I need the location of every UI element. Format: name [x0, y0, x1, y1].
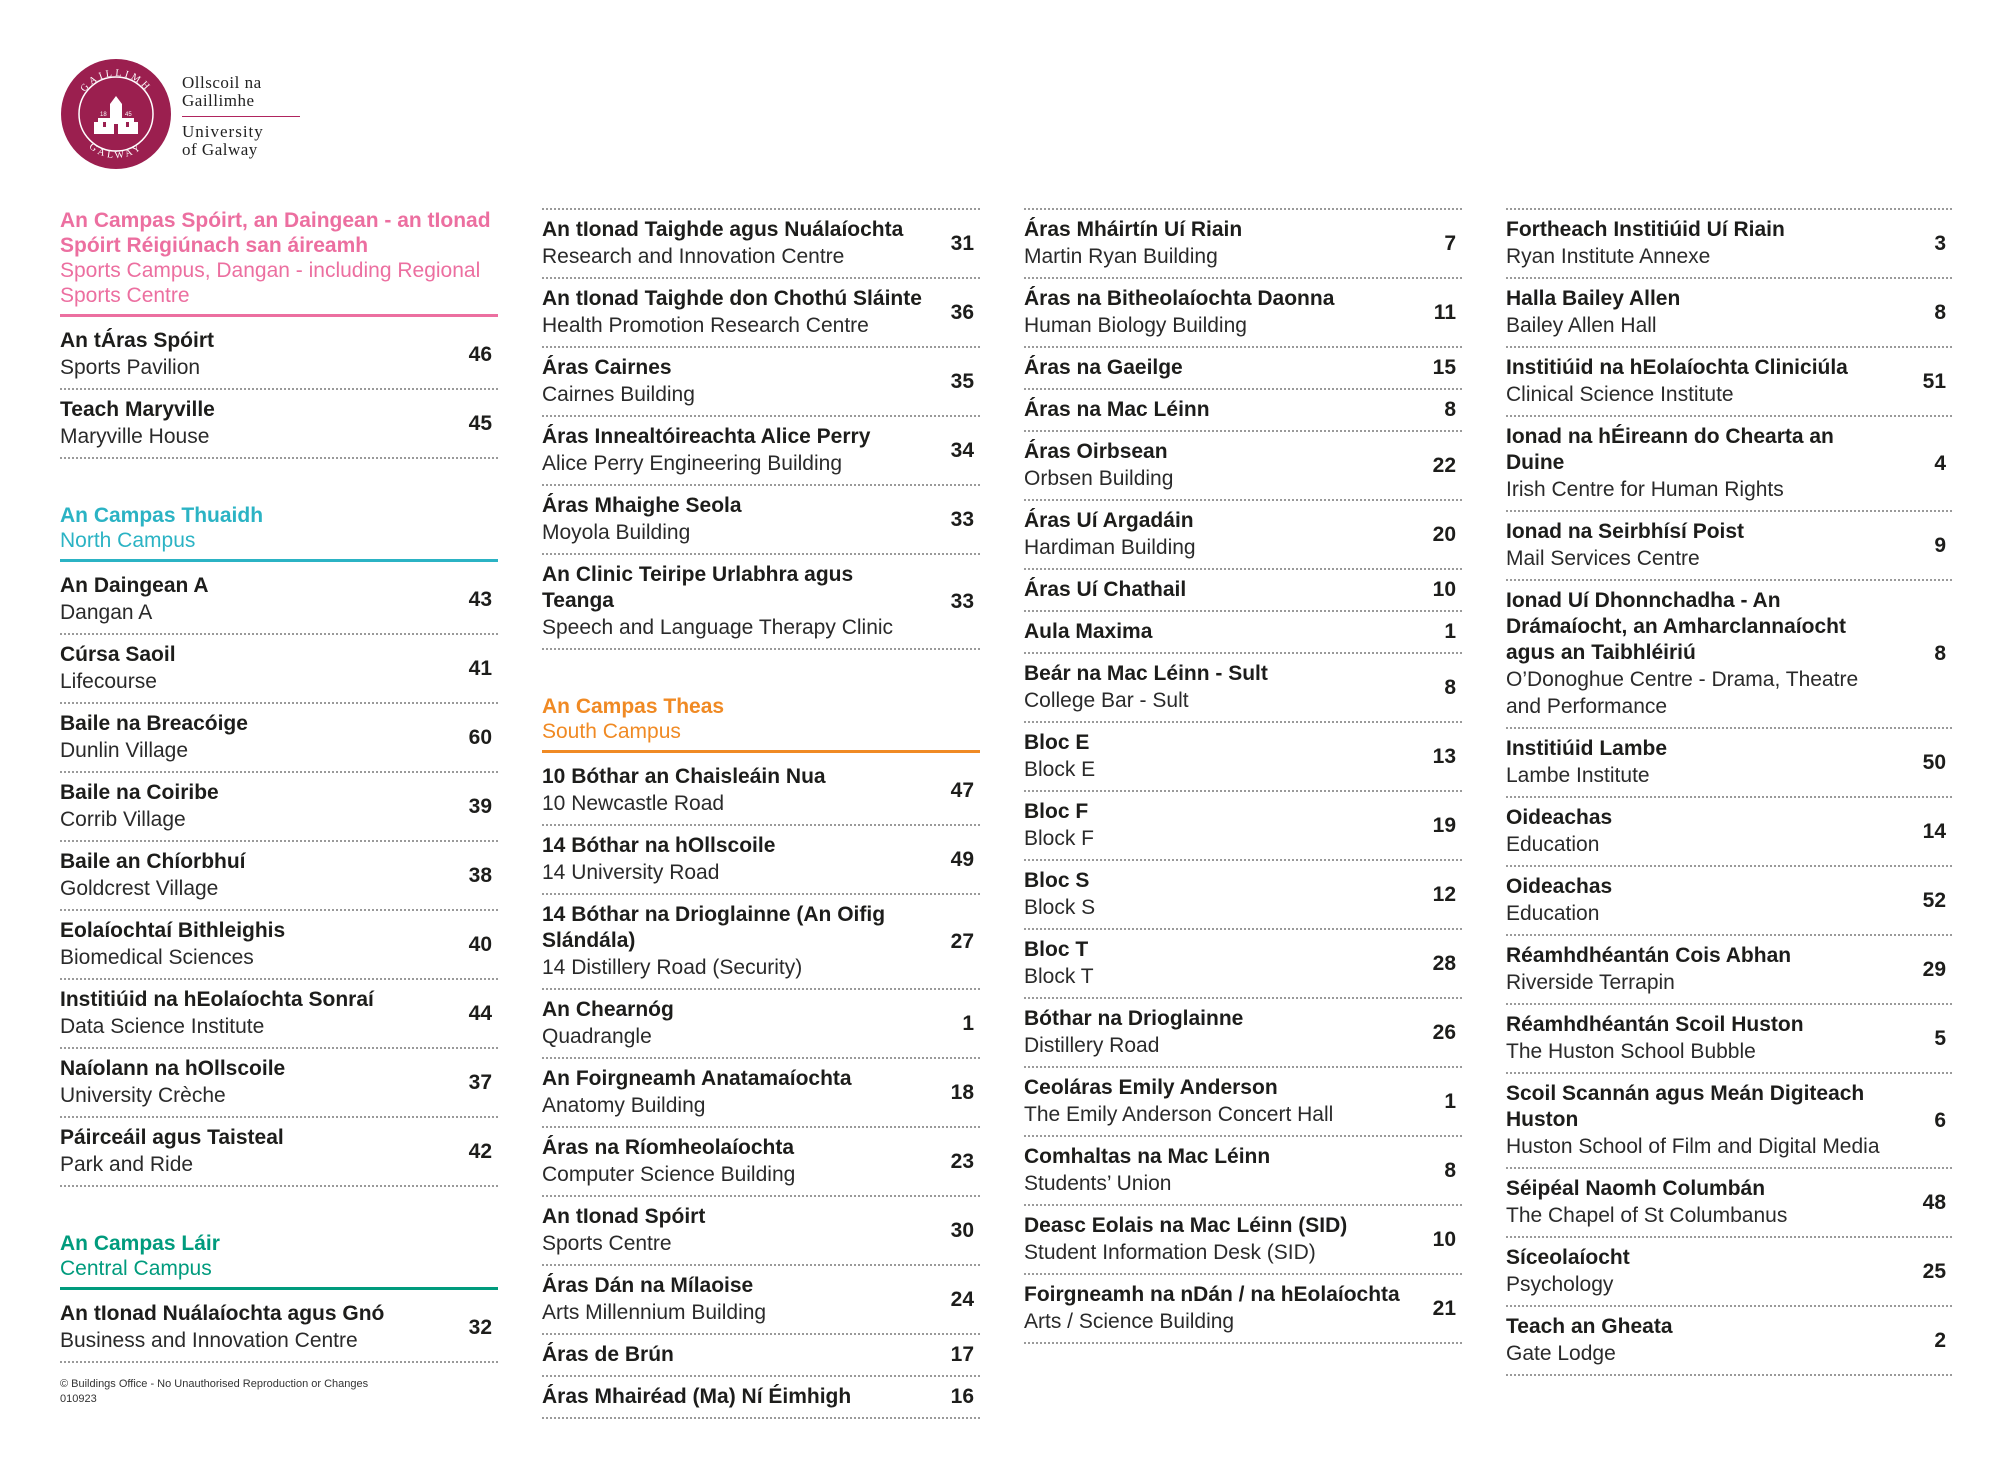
- wordmark-english-line2: of Galway: [182, 140, 258, 159]
- building-map-number: 42: [468, 1139, 492, 1163]
- svg-text:GAILLIMH: GAILLIMH: [78, 67, 154, 95]
- building-map-number: 34: [950, 438, 974, 462]
- footer: [60, 1377, 368, 1407]
- building-map-number: 15: [1432, 356, 1456, 379]
- building-name-english: Gate Lodge: [1506, 1342, 1616, 1365]
- building-name-irish: Ionad Uí Dhonnchadha - An Drámaíocht, an Amharclannaíocht agus an Taibhléiriú: [1506, 589, 1846, 664]
- building-map-number: 50: [1922, 750, 1946, 774]
- building-name-irish: Baile an Chíorbhuí: [60, 850, 246, 873]
- building-entry: [1024, 1206, 1462, 1275]
- building-map-number: 8: [1444, 398, 1456, 421]
- seal-year-left: 18: [100, 112, 107, 118]
- building-map-number: 60: [468, 725, 492, 749]
- building-map-number: 45: [468, 411, 492, 435]
- building-entry: [1506, 1169, 1952, 1238]
- building-entry: [60, 980, 498, 1049]
- building-name-english: Moyola Building: [542, 521, 691, 544]
- building-name-irish: Áras na Ríomheolaíochta: [542, 1136, 795, 1159]
- campus-title-irish: An Campas Thuaidh: [60, 504, 264, 527]
- building-name-irish: An tIonad Taighde don Chothú Sláinte: [542, 287, 922, 310]
- building-entry: [1506, 208, 1952, 279]
- building-entry: [542, 555, 980, 650]
- building-map-number: 7: [1444, 231, 1456, 255]
- campus-title-english: South Campus: [542, 720, 681, 743]
- building-name-english: Corrib Village: [60, 808, 186, 831]
- building-entry: [542, 1335, 980, 1377]
- building-name-english: Block S: [1024, 896, 1096, 919]
- building-name-irish: 14 Bóthar na Drioglainne (An Oifig Slándála): [542, 903, 886, 952]
- building-entry: [1024, 208, 1462, 279]
- building-name-irish: Oideachas: [1506, 875, 1613, 898]
- campus-section-header: [60, 1231, 498, 1290]
- building-name-english: Park and Ride: [60, 1153, 194, 1176]
- building-map-number: 8: [1934, 642, 1946, 665]
- building-name-english: 14 Distillery Road (Security): [542, 956, 803, 979]
- building-name-irish: Áras Mhaighe Seola: [542, 494, 742, 517]
- building-name-english: Irish Centre for Human Rights: [1506, 478, 1784, 501]
- building-name-irish: 14 Bóthar na hOllscoile: [542, 834, 776, 857]
- building-name-irish: Halla Bailey Allen: [1506, 287, 1681, 310]
- building-map-number: 28: [1432, 951, 1456, 975]
- building-name-english: Huston School of Film and Digital Media: [1506, 1135, 1880, 1158]
- building-name-irish: Réamhdhéantán Cois Abhan: [1506, 944, 1792, 967]
- building-entry: [542, 1197, 980, 1266]
- building-map-number: 13: [1432, 744, 1456, 768]
- svg-text:GALWAY: GALWAY: [86, 141, 146, 162]
- building-map-number: 51: [1922, 369, 1946, 393]
- building-name-english: Quadrangle: [542, 1025, 652, 1048]
- building-name-english: Data Science Institute: [60, 1015, 265, 1038]
- building-name-irish: Áras Mhairéad (Ma) Ní Éimhigh: [542, 1385, 852, 1408]
- building-name-irish: Teach Maryville: [60, 398, 215, 421]
- building-entry: [60, 773, 498, 842]
- building-map-number: 29: [1922, 957, 1946, 981]
- building-name-irish: Áras na Mac Léinn: [1024, 398, 1210, 421]
- building-map-number: 16: [950, 1385, 974, 1408]
- building-entry: [1024, 501, 1462, 570]
- building-entry: [1024, 861, 1462, 930]
- building-name-irish: Ceoláras Emily Anderson: [1024, 1076, 1278, 1099]
- building-name-irish: Séipéal Naomh Columbán: [1506, 1177, 1766, 1200]
- building-map-number: 41: [468, 656, 492, 680]
- building-name-english: The Emily Anderson Concert Hall: [1024, 1103, 1334, 1126]
- building-name-english: The Chapel of St Columbanus: [1506, 1204, 1788, 1227]
- building-entry: [542, 895, 980, 990]
- building-entry: [1024, 654, 1462, 723]
- building-name-irish: Beár na Mac Léinn - Sult: [1024, 662, 1268, 685]
- building-name-irish: An Chearnóg: [542, 998, 674, 1021]
- building-map-number: 1: [962, 1011, 974, 1035]
- building-name-irish: Cúrsa Saoil: [60, 643, 176, 666]
- building-name-english: Ryan Institute Annexe: [1506, 245, 1711, 268]
- building-name-english: Distillery Road: [1024, 1034, 1160, 1057]
- campus-section: [60, 208, 498, 459]
- building-name-english: Student Information Desk (SID): [1024, 1241, 1316, 1264]
- building-name-english: Research and Innovation Centre: [542, 245, 845, 268]
- building-map-number: 37: [468, 1070, 492, 1094]
- building-name-english: Block E: [1024, 758, 1096, 781]
- building-map-number: 22: [1432, 453, 1456, 477]
- building-map-number: 5: [1934, 1026, 1946, 1050]
- building-map-number: 2: [1934, 1328, 1946, 1352]
- building-entry: [1024, 570, 1462, 612]
- campus-section: [1024, 208, 1462, 1344]
- building-map-number: 17: [950, 1343, 974, 1366]
- building-map-number: 31: [950, 231, 974, 255]
- document-code: 010923: [60, 1393, 97, 1405]
- building-name-irish: Bloc T: [1024, 938, 1089, 961]
- building-name-irish: Áras na Bitheolaíochta Daonna: [1024, 287, 1335, 310]
- building-entry: [1024, 1275, 1462, 1344]
- building-map-number: 44: [468, 1001, 492, 1025]
- building-name-english: Students’ Union: [1024, 1172, 1172, 1195]
- building-name-english: Psychology: [1506, 1273, 1614, 1296]
- building-entry: [542, 826, 980, 895]
- building-name-irish: Foirgneamh na nDán / na hEolaíochta: [1024, 1283, 1400, 1306]
- building-name-english: Mail Services Centre: [1506, 547, 1700, 570]
- building-name-irish: Páirceáil agus Taisteal: [60, 1126, 284, 1149]
- building-name-irish: Ionad na hÉireann do Chearta an Duine: [1506, 425, 1834, 474]
- building-name-irish: Eolaíochtaí Bithleighis: [60, 919, 286, 942]
- building-name-english: Biomedical Sciences: [60, 946, 254, 969]
- building-map-number: 23: [950, 1149, 974, 1173]
- building-map-number: 33: [950, 507, 974, 531]
- building-entry: [60, 704, 498, 773]
- building-name-english: Martin Ryan Building: [1024, 245, 1218, 268]
- building-name-irish: Áras Innealtóireachta Alice Perry: [542, 425, 871, 448]
- building-map-number: 6: [1934, 1108, 1946, 1132]
- building-map-number: 9: [1934, 533, 1946, 557]
- building-name-irish: Bloc E: [1024, 731, 1090, 754]
- building-map-number: 14: [1922, 819, 1946, 843]
- building-name-english: Block T: [1024, 965, 1094, 988]
- building-name-irish: Áras Cairnes: [542, 356, 672, 379]
- building-name-irish: Bóthar na Drioglainne: [1024, 1007, 1244, 1030]
- building-entry: [1024, 612, 1462, 654]
- campus-title-irish: An Campas Spóirt, an Daingean - an tIonad Spóirt Réigiúnach san áireamh: [60, 209, 491, 257]
- building-name-irish: Institiúid na hEolaíochta Sonraí: [60, 988, 374, 1011]
- building-name-english: Lambe Institute: [1506, 764, 1650, 787]
- building-entry: [1024, 1137, 1462, 1206]
- building-entry: [1506, 798, 1952, 867]
- building-name-english: Clinical Science Institute: [1506, 383, 1734, 406]
- campus-title-english: North Campus: [60, 529, 196, 552]
- building-name-english: College Bar - Sult: [1024, 689, 1189, 712]
- building-name-irish: Áras Mháirtín Uí Riain: [1024, 218, 1243, 241]
- building-name-irish: An Foirgneamh Anatamaíochta: [542, 1067, 852, 1090]
- building-name-english: Business and Innovation Centre: [60, 1329, 358, 1352]
- university-seal-icon: [60, 58, 172, 170]
- building-map-number: 10: [1432, 1227, 1456, 1251]
- building-name-irish: Áras Oirbsean: [1024, 440, 1168, 463]
- building-entry: [60, 635, 498, 704]
- building-entry: [60, 1118, 498, 1187]
- building-entry: [1024, 348, 1462, 390]
- building-entry: [542, 1128, 980, 1197]
- building-entry: [1024, 1068, 1462, 1137]
- building-entry: [60, 566, 498, 635]
- campus-title-english: Central Campus: [60, 1257, 212, 1280]
- building-map-number: 33: [950, 589, 974, 613]
- building-entry: [1024, 723, 1462, 792]
- building-entry: [542, 1266, 980, 1335]
- building-map-number: 20: [1432, 522, 1456, 546]
- building-entry: [60, 390, 498, 459]
- building-name-irish: Áras Uí Chathail: [1024, 578, 1187, 601]
- building-entry: [1506, 1005, 1952, 1074]
- university-logo: [60, 58, 320, 174]
- wordmark-english-line1: University: [182, 122, 264, 141]
- building-map-number: 52: [1922, 888, 1946, 912]
- building-map-number: 3: [1934, 231, 1946, 255]
- building-map-number: 48: [1922, 1190, 1946, 1214]
- building-name-irish: Comhaltas na Mac Léinn: [1024, 1145, 1271, 1168]
- building-entry: [60, 1049, 498, 1118]
- building-entry: [60, 911, 498, 980]
- seal-year-right: 45: [125, 112, 132, 118]
- building-entry: [1506, 1238, 1952, 1307]
- building-entry: [1506, 1307, 1952, 1376]
- building-map-number: 24: [950, 1287, 974, 1311]
- building-entry: [542, 279, 980, 348]
- building-name-english: Alice Perry Engineering Building: [542, 452, 842, 475]
- building-name-english: Lifecourse: [60, 670, 157, 693]
- building-map-number: 30: [950, 1218, 974, 1242]
- building-name-irish: Áras na Gaeilge: [1024, 356, 1183, 379]
- building-entry: [542, 348, 980, 417]
- building-map-number: 10: [1432, 578, 1456, 601]
- building-map-number: 26: [1432, 1020, 1456, 1044]
- building-entry: [1506, 279, 1952, 348]
- building-map-number: 8: [1444, 1158, 1456, 1182]
- campus-title-irish: An Campas Láir: [60, 1232, 220, 1255]
- building-name-english: Education: [1506, 833, 1600, 856]
- building-entry: [1506, 417, 1952, 512]
- building-entry: [1506, 512, 1952, 581]
- building-map-number: 25: [1922, 1259, 1946, 1283]
- building-entry: [1506, 936, 1952, 1005]
- directory-column-2: [542, 208, 980, 1463]
- wordmark-irish-line2: Gaillimhe: [182, 91, 255, 110]
- building-name-irish: An Clinic Teiripe Urlabhra agus Teanga: [542, 563, 854, 612]
- campus-section: [60, 503, 498, 1187]
- campus-section-header: [542, 694, 980, 753]
- building-map-number: 11: [1433, 300, 1456, 324]
- building-entry: [60, 321, 498, 390]
- building-name-english: Hardiman Building: [1024, 536, 1196, 559]
- building-name-irish: Áras Uí Argadáin: [1024, 509, 1194, 532]
- building-map-number: 12: [1432, 882, 1456, 906]
- building-entry: [1024, 792, 1462, 861]
- building-map-number: 40: [468, 932, 492, 956]
- campus-title-english: Sports Campus, Dangan - including Regional Sports Centre: [60, 259, 481, 307]
- building-name-english: O’Donoghue Centre - Drama, Theatre and Performance: [1506, 668, 1859, 718]
- building-entry: [542, 1377, 980, 1419]
- building-entry: [542, 486, 980, 555]
- building-map-number: 19: [1432, 813, 1456, 837]
- building-map-number: 21: [1432, 1296, 1456, 1320]
- building-name-irish: Síceolaíocht: [1506, 1246, 1630, 1269]
- building-name-irish: 10 Bóthar an Chaisleáin Nua: [542, 765, 826, 788]
- building-entry: [542, 208, 980, 279]
- building-entry: [1506, 348, 1952, 417]
- building-name-irish: Ionad na Seirbhísí Poist: [1506, 520, 1745, 543]
- building-name-english: The Huston School Bubble: [1506, 1040, 1756, 1063]
- building-name-irish: Baile na Breacóige: [60, 712, 248, 735]
- building-name-irish: Áras de Brún: [542, 1343, 674, 1366]
- building-entry: [1024, 390, 1462, 432]
- building-name-english: Dangan A: [60, 601, 153, 624]
- campus-section: [542, 694, 980, 1419]
- building-name-irish: Naíolann na hOllscoile: [60, 1057, 286, 1080]
- building-name-english: Arts / Science Building: [1024, 1310, 1235, 1333]
- building-name-irish: Áras Dán na Mílaoise: [542, 1274, 754, 1297]
- building-name-irish: An tIonad Spóirt: [542, 1205, 706, 1228]
- building-name-english: Orbsen Building: [1024, 467, 1174, 490]
- building-name-irish: Teach an Gheata: [1506, 1315, 1673, 1338]
- building-entry: [1024, 432, 1462, 501]
- building-map-number: 38: [468, 863, 492, 887]
- building-entry: [1506, 867, 1952, 936]
- building-name-irish: Aula Maxima: [1024, 620, 1153, 643]
- building-entry: [542, 417, 980, 486]
- building-name-irish: An tÁras Spóirt: [60, 329, 215, 352]
- building-map-number: 46: [468, 342, 492, 366]
- building-name-english: Riverside Terrapin: [1506, 971, 1675, 994]
- building-name-english: Computer Science Building: [542, 1163, 796, 1186]
- building-entry: [60, 842, 498, 911]
- directory-column-1: [60, 208, 498, 1407]
- building-name-irish: Institiúid Lambe: [1506, 737, 1668, 760]
- building-name-english: Human Biology Building: [1024, 314, 1247, 337]
- building-map-number: 8: [1444, 675, 1456, 699]
- building-name-english: Speech and Language Therapy Clinic: [542, 616, 894, 639]
- building-name-irish: Deasc Eolais na Mac Léinn (SID): [1024, 1214, 1348, 1237]
- building-name-irish: An Daingean A: [60, 574, 209, 597]
- building-name-irish: Bloc F: [1024, 800, 1089, 823]
- building-name-english: Education: [1506, 902, 1600, 925]
- building-name-english: Dunlin Village: [60, 739, 189, 762]
- building-name-irish: An tIonad Taighde agus Nuálaíochta: [542, 218, 904, 241]
- directory-column-3: [1024, 208, 1462, 1388]
- wordmark-divider: [182, 116, 300, 117]
- building-entry: [60, 1294, 498, 1363]
- building-entry: [542, 1059, 980, 1128]
- building-name-irish: Fortheach Institiúid Uí Riain: [1506, 218, 1785, 241]
- building-name-english: University Crèche: [60, 1084, 226, 1107]
- campus-section-header: [60, 503, 498, 562]
- building-name-english: Maryville House: [60, 425, 210, 448]
- building-name-irish: Scoil Scannán agus Meán Digiteach Huston: [1506, 1082, 1865, 1131]
- building-name-english: Goldcrest Village: [60, 877, 219, 900]
- building-name-english: 14 University Road: [542, 861, 720, 884]
- building-name-irish: Oideachas: [1506, 806, 1613, 829]
- building-map-number: 39: [468, 794, 492, 818]
- building-map-number: 32: [468, 1315, 492, 1339]
- wordmark-irish-line1: Ollscoil na: [182, 73, 262, 92]
- building-map-number: 1: [1444, 620, 1456, 643]
- building-name-english: Sports Pavilion: [60, 356, 201, 379]
- building-map-number: 18: [950, 1080, 974, 1104]
- building-map-number: 8: [1934, 300, 1946, 324]
- building-entry: [1506, 581, 1952, 729]
- building-map-number: 49: [950, 847, 974, 871]
- building-name-english: Health Promotion Research Centre: [542, 314, 869, 337]
- building-name-irish: Réamhdhéantán Scoil Huston: [1506, 1013, 1804, 1036]
- building-name-english: 10 Newcastle Road: [542, 792, 725, 815]
- building-entry: [542, 990, 980, 1059]
- building-entry: [1506, 729, 1952, 798]
- copyright-notice: © Buildings Office - No Unauthorised Reproduction or Changes: [60, 1378, 369, 1390]
- building-entry: [1024, 999, 1462, 1068]
- campus-section-header: [60, 208, 498, 317]
- building-name-english: Anatomy Building: [542, 1094, 706, 1117]
- building-entry: [1024, 930, 1462, 999]
- building-map-number: 1: [1444, 1089, 1456, 1113]
- building-name-english: Cairnes Building: [542, 383, 695, 406]
- university-wordmark: [182, 74, 300, 159]
- directory-column-4: [1506, 208, 1952, 1420]
- building-name-irish: Institiúid na hEolaíochta Cliniciúla: [1506, 356, 1848, 379]
- building-entry: [542, 757, 980, 826]
- campus-section: [542, 208, 980, 650]
- campus-section: [1506, 208, 1952, 1376]
- building-name-english: Bailey Allen Hall: [1506, 314, 1657, 337]
- building-name-english: Arts Millennium Building: [542, 1301, 767, 1324]
- building-map-number: 47: [950, 778, 974, 802]
- campus-title-irish: An Campas Theas: [542, 695, 725, 718]
- building-map-number: 36: [950, 300, 974, 324]
- building-name-irish: An tIonad Nuálaíochta agus Gnó: [60, 1302, 385, 1325]
- building-entry: [1506, 1074, 1952, 1169]
- building-name-irish: Baile na Coiribe: [60, 781, 219, 804]
- building-map-number: 43: [468, 587, 492, 611]
- building-entry: [1024, 279, 1462, 348]
- building-map-number: 35: [950, 369, 974, 393]
- campus-section: [60, 1231, 498, 1363]
- building-name-irish: Bloc S: [1024, 869, 1090, 892]
- building-map-number: 27: [950, 929, 974, 953]
- building-map-number: 4: [1934, 451, 1946, 475]
- building-name-english: Block F: [1024, 827, 1095, 850]
- building-name-english: Sports Centre: [542, 1232, 672, 1255]
